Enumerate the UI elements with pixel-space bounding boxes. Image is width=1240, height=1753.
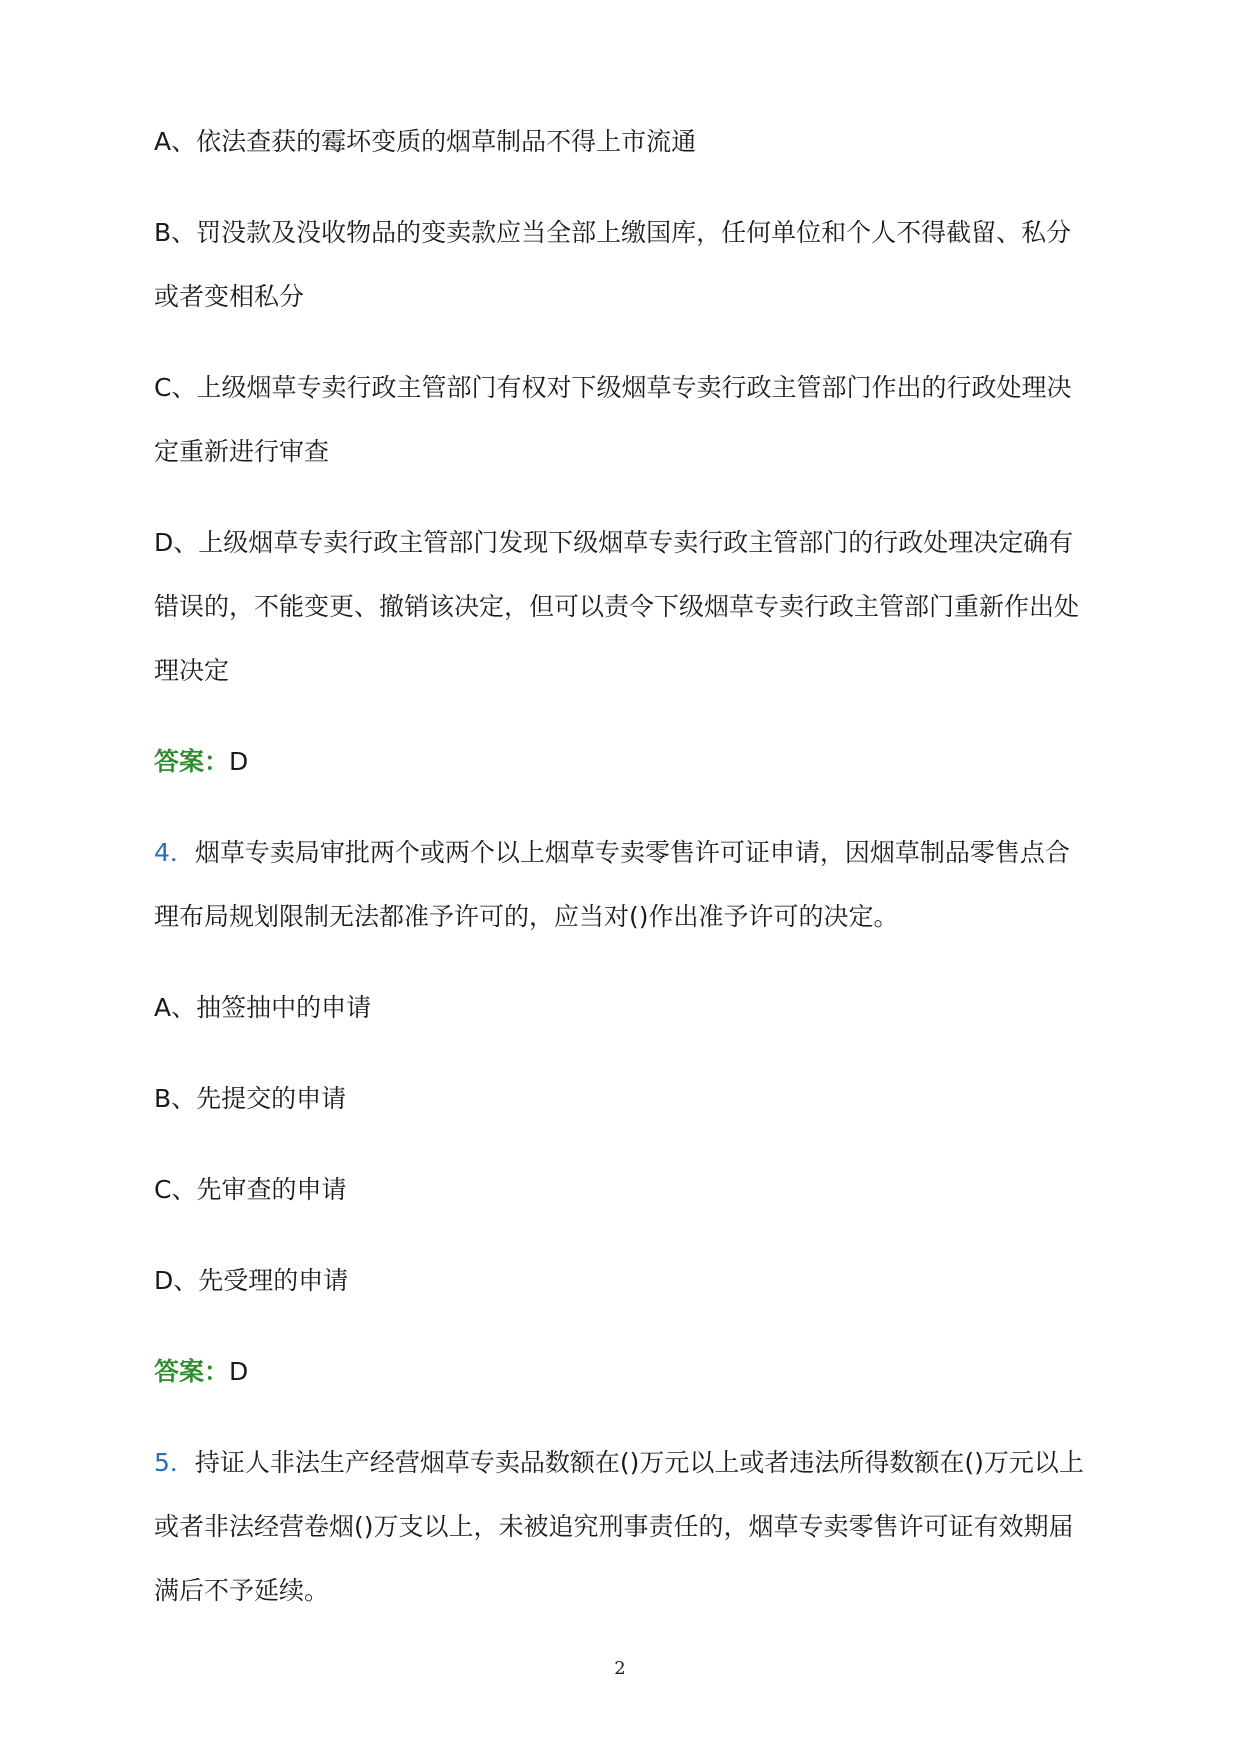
q3-option-a: A、依法查获的霉坏变质的烟草制品不得上市流通 bbox=[154, 127, 697, 156]
q4-option-d: D、先受理的申请 bbox=[154, 1266, 349, 1295]
question-number: 5． bbox=[154, 1448, 195, 1477]
q3-option-b-line2: 或者变相私分 bbox=[154, 282, 305, 311]
page-number: 2 bbox=[614, 1658, 626, 1679]
answer-label: 答案： bbox=[154, 1357, 230, 1386]
answer-value: D bbox=[229, 1357, 249, 1386]
q4-stem-line2: 理布局规划限制无法都准予许可的，应当对()作出准予许可的决定。 bbox=[154, 902, 899, 931]
q3-option-d-line1: D、上级烟草专卖行政主管部门发现下级烟草专卖行政主管部门的行政处理决定确有 bbox=[154, 528, 1074, 557]
q4-option-a: A、抽签抽中的申请 bbox=[154, 993, 372, 1022]
q3-option-d-line2: 错误的，不能变更、撤销该决定，但可以责令下级烟草专卖行政主管部门重新作出处 bbox=[154, 592, 1080, 621]
q3-answer bbox=[154, 745, 248, 779]
q4-option-b: B、先提交的申请 bbox=[154, 1084, 347, 1113]
q3-option-c-line1: C、上级烟草专卖行政主管部门有权对下级烟草专卖行政主管部门作出的行政处理决 bbox=[154, 373, 1072, 402]
q4-option-c: C、先审查的申请 bbox=[154, 1175, 347, 1204]
q5-stem-line1 bbox=[154, 1446, 1084, 1480]
q3-option-b-line1: B、罚没款及没收物品的变卖款应当全部上缴国库，任何单位和个人不得截留、私分 bbox=[154, 218, 1072, 247]
q5-stem-line3: 满后不予延续。 bbox=[154, 1576, 330, 1605]
q3-option-c-line2: 定重新进行审查 bbox=[154, 437, 330, 466]
q4-stem-line1 bbox=[154, 836, 1070, 870]
answer-value: D bbox=[229, 747, 249, 776]
question-number: 4． bbox=[154, 838, 195, 867]
answer-label: 答案： bbox=[154, 747, 230, 776]
q5-stem-line2: 或者非法经营卷烟()万支以上，未被追究刑事责任的，烟草专卖零售许可证有效期届 bbox=[154, 1512, 1074, 1541]
q5-stem-text1: 持证人非法生产经营烟草专卖品数额在()万元以上或者违法所得数额在()万元以上 bbox=[194, 1448, 1084, 1477]
q4-answer bbox=[154, 1355, 248, 1389]
q4-stem-text1: 烟草专卖局审批两个或两个以上烟草专卖零售许可证申请，因烟草制品零售点合 bbox=[194, 838, 1070, 867]
q3-option-d-line3: 理决定 bbox=[154, 656, 230, 685]
